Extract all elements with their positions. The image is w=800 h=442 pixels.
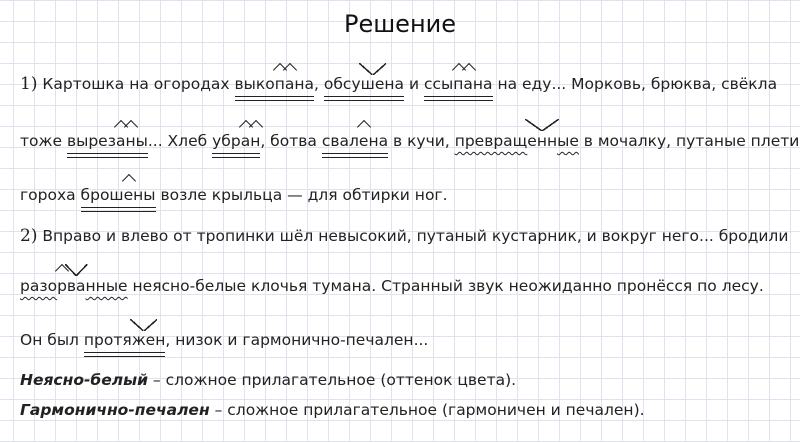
- predicate-word: свалена: [322, 133, 388, 154]
- text: тоже: [20, 132, 67, 150]
- text: и: [404, 75, 424, 93]
- text: ... Хлеб: [147, 132, 213, 150]
- note-term: Неясно-белый: [20, 371, 148, 389]
- page-title: Решение: [343, 10, 457, 38]
- paragraph-1-line-1: [20, 74, 777, 97]
- predicate-word: выкопана: [235, 76, 315, 97]
- predicate-word: брошены: [81, 187, 156, 208]
- text: Вправо и влево от тропинки шёл невысокий, путаный кустарник, и вокруг него... бродили: [42, 227, 789, 245]
- participle-word: разорванные: [20, 277, 128, 295]
- note-text: – сложное прилагательное (оттенок цвета).: [147, 371, 517, 389]
- text: Картошка на огородах: [42, 75, 235, 93]
- participle-word: превращенные: [454, 132, 579, 150]
- text: Он был: [20, 331, 84, 349]
- paragraph-2-line-1: [20, 226, 788, 246]
- item-number: 2): [20, 226, 38, 246]
- note-term: Гармонично-печален: [20, 401, 210, 419]
- note-text: – сложное прилагательное (гармоничен и печален).: [209, 401, 645, 419]
- text: в кучи,: [388, 132, 455, 150]
- item-number: 1): [20, 74, 38, 94]
- text: гороха: [20, 186, 81, 204]
- paragraph-1-line-2: [20, 132, 799, 154]
- predicate-word: ссыпана: [424, 76, 493, 97]
- predicate-word: обсушена: [324, 76, 404, 97]
- text: , низок и гармонично-печален...: [165, 331, 429, 349]
- text: , ботва: [260, 132, 322, 150]
- paragraph-2-line-3: [20, 331, 428, 353]
- text: возле крыльца — для обтирки ног.: [155, 186, 448, 204]
- note-1: [20, 371, 516, 389]
- paragraph-1-line-3: [20, 186, 448, 208]
- predicate-word: вырезаны: [67, 133, 148, 154]
- predicate-word: протяжен: [84, 332, 165, 353]
- text: неясно-белые клочья тумана. Странный звук неожиданно пронёсся по лесу.: [127, 277, 764, 295]
- text: на еду... Морковь, брюква, свёкла: [492, 75, 778, 93]
- text: ,: [314, 75, 324, 93]
- paragraph-2-line-2: [20, 277, 764, 295]
- text: в мочалку, путаные плети: [578, 132, 800, 150]
- predicate-word: убран: [212, 133, 260, 154]
- note-2: [20, 401, 645, 419]
